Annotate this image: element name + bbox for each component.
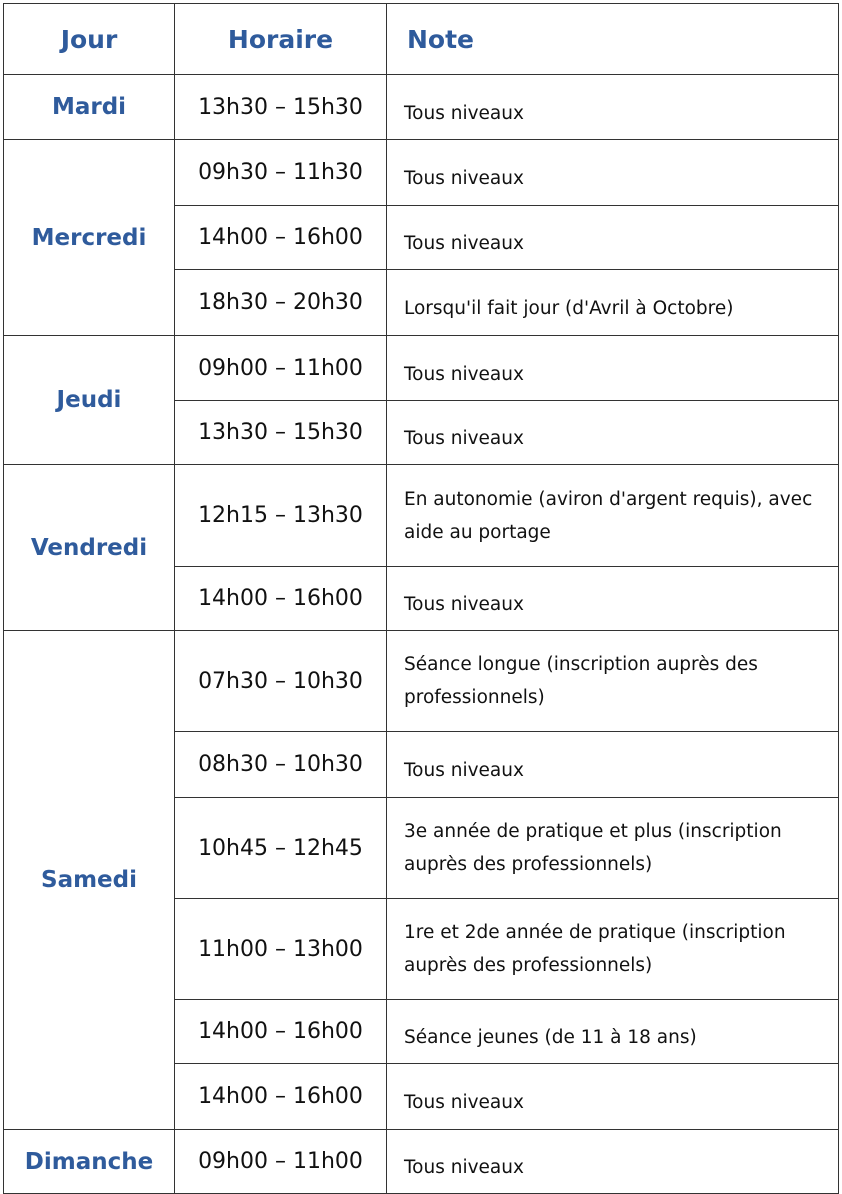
time-cell: 09h00 – 11h00 [175,1130,387,1194]
time-cell: 18h30 – 20h30 [175,270,387,336]
time-cell: 14h00 – 16h00 [175,206,387,270]
time-cell: 12h15 – 13h30 [175,465,387,567]
time-cell: 13h30 – 15h30 [175,401,387,465]
table-row [4,336,839,401]
note-cell [387,1064,839,1130]
day-cell: Mardi [4,75,175,140]
note-cell [387,206,839,270]
note-text: Tous niveaux [404,428,524,449]
note-text: Tous niveaux [404,233,524,254]
table-row [4,465,839,567]
header-day: Jour [4,4,175,75]
note-text: Tous niveaux [404,168,524,189]
schedule-body [4,75,839,1194]
note-cell [387,567,839,631]
schedule-table [3,3,839,1194]
note-text: Tous niveaux [404,1092,524,1113]
note-text: En autonomie (aviron d'argent requis), avec aide au portage [404,488,813,543]
note-cell [387,732,839,798]
note-cell [387,270,839,336]
note-cell [387,75,839,140]
note-text: Tous niveaux [404,594,524,615]
time-cell: 14h00 – 16h00 [175,1064,387,1130]
day-cell: Jeudi [4,336,175,465]
note-text: Séance jeunes (de 11 à 18 ans) [404,1027,697,1048]
time-cell: 09h00 – 11h00 [175,336,387,401]
note-cell [387,401,839,465]
time-cell: 10h45 – 12h45 [175,798,387,899]
note-cell [387,1000,839,1064]
note-text: Lorsqu'il fait jour (d'Avril à Octobre) [404,298,734,319]
header-time: Horaire [175,4,387,75]
note-cell [387,798,839,899]
note-cell [387,899,839,1000]
time-cell: 14h00 – 16h00 [175,567,387,631]
header-note: Note [387,4,839,75]
table-row [4,1130,839,1194]
header-row [4,4,839,75]
time-cell: 13h30 – 15h30 [175,75,387,140]
table-row [4,75,839,140]
time-cell: 08h30 – 10h30 [175,732,387,798]
note-cell [387,336,839,401]
note-text: Tous niveaux [404,363,524,385]
table-row [4,140,839,206]
note-text: Tous niveaux [404,1157,524,1178]
time-cell: 09h30 – 11h30 [175,140,387,206]
day-cell: Mercredi [4,140,175,336]
day-cell: Samedi [4,631,175,1130]
note-cell [387,631,839,732]
day-cell: Vendredi [4,465,175,631]
day-cell: Dimanche [4,1130,175,1194]
note-cell [387,1130,839,1194]
note-text: 1re et 2de année de pratique (inscription auprès des professionnels) [404,922,786,976]
note-cell [387,140,839,206]
table-row [4,631,839,732]
time-cell: 14h00 – 16h00 [175,1000,387,1064]
note-cell [387,465,839,567]
note-text: Tous niveaux [404,760,524,781]
note-text: Séance longue (inscription auprès des professionnels) [404,654,758,708]
note-text: Tous niveaux [404,102,524,124]
time-cell: 11h00 – 13h00 [175,899,387,1000]
note-text: 3e année de pratique et plus (inscription auprès des professionnels) [404,821,782,875]
time-cell: 07h30 – 10h30 [175,631,387,732]
